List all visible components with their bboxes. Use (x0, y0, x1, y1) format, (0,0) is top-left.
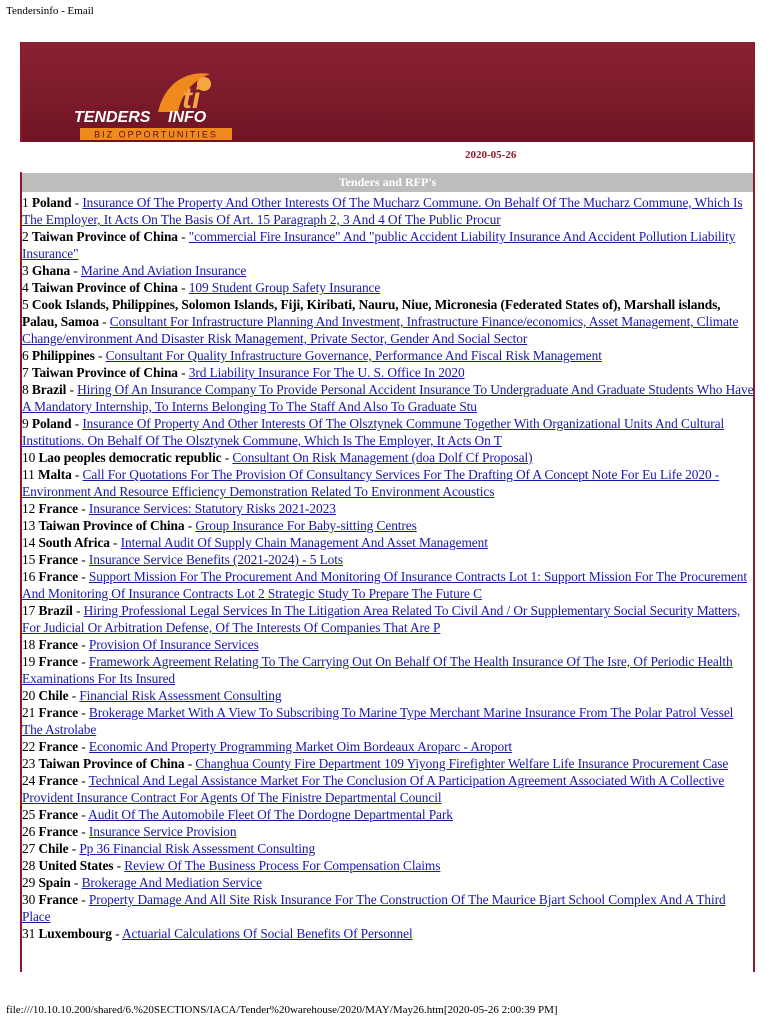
tender-number: 18 (22, 637, 36, 652)
tender-number: 24 (22, 773, 36, 788)
tender-item: 31 Luxembourg - Actuarial Calculations Of Social Benefits Of Personnel (22, 926, 413, 941)
tender-link[interactable]: Property Damage And All Site Risk Insurance For The Construction Of The Maurice Bjart School Complex And A Third Place (22, 892, 726, 924)
tender-link[interactable]: Group Insurance For Baby-sitting Centres (195, 518, 417, 533)
tender-item: 9 Poland - Insurance Of Property And Other Interests Of The Olsztynek Commune Together With Organizational Units And Cultural Institutions. On Behalf Of The Olsztynek Commune, Which Is The Employer, It Acts On T (22, 416, 725, 448)
tender-number: 11 (22, 467, 35, 482)
tender-item: 7 Taiwan Province of China - 3rd Liability Insurance For The U. S. Office In 2020 (22, 365, 465, 380)
tender-number: 19 (22, 654, 36, 669)
tender-country: France (38, 569, 79, 584)
tender-country: South Africa (38, 535, 110, 550)
tender-item: 12 France - Insurance Services: Statutory Risks 2021-2023 (22, 501, 336, 516)
tender-item: 21 France - Brokerage Market With A View To Subscribing To Marine Type Merchant Marine Insurance From The Polar Patrol Vessel The Astrolabe (22, 705, 734, 737)
tender-link[interactable]: Call For Quotations For The Provision Of Consultancy Services For The Drafting Of A Concept Note For Eu Life 2020 - Environment And Resource Efficiency Demonstration Related To Environment Acoustics (22, 467, 720, 499)
tender-number: 8 (22, 382, 29, 397)
tender-item: 27 Chile - Pp 36 Financial Risk Assessment Consulting (22, 841, 316, 856)
tender-number: 12 (22, 501, 36, 516)
tender-country: Taiwan Province of China (38, 756, 185, 771)
tender-link[interactable]: Insurance Services: Statutory Risks 2021-2023 (88, 501, 336, 516)
tender-link[interactable]: Hiring Of An Insurance Company To Provide Personal Accident Insurance To Undergraduate And Graduate Students Who Have A Mandatory Internship, To Interns Belonging To The Staff And Also To Graduate Stu (22, 382, 754, 414)
tender-link[interactable]: Consultant For Quality Infrastructure Governance, Performance And Fiscal Risk Management (105, 348, 602, 363)
tender-link[interactable]: Consultant For Infrastructure Planning And Investment, Infrastructure Finance/economics, Asset Management, Climate Change/environment And Disaster Risk Management, Private Sector, Gender And Social Sector (22, 314, 739, 346)
tender-link[interactable]: Technical And Legal Assistance Market For The Conclusion Of A Participation Agreement Associated With A Collective Provident Insurance Contract For Agents Of The Finistre Departmental Council (22, 773, 725, 805)
tender-country: France (38, 892, 79, 907)
tender-country: France (38, 705, 79, 720)
tender-number: 16 (22, 569, 36, 584)
tender-country: Taiwan Province of China (31, 229, 178, 244)
tender-number: 2 (22, 229, 29, 244)
tender-item: 16 France - Support Mission For The Procurement And Monitoring Of Insurance Contracts Lot 1: Support Mission For The Procurement And Monitoring Of Insurance Contracts Lot 2 Strategic Study To Prepare The Future C (22, 569, 747, 601)
svg-text:BIZ OPPORTUNITIES: BIZ OPPORTUNITIES (94, 129, 218, 140)
tender-link[interactable]: Insurance Service Provision (88, 824, 237, 839)
tender-number: 10 (22, 450, 36, 465)
tender-country: France (38, 501, 79, 516)
tender-country: Spain (38, 875, 71, 890)
tender-country: Philippines (31, 348, 95, 363)
tender-number: 7 (22, 365, 29, 380)
tender-item: 13 Taiwan Province of China - Group Insurance For Baby-sitting Centres (22, 518, 417, 533)
issue-date: 2020-05-26 (465, 149, 517, 161)
tender-item: 18 France - Provision Of Insurance Services (22, 637, 259, 652)
tender-item: 4 Taiwan Province of China - 109 Student Group Safety Insurance (22, 280, 381, 295)
tender-item: 19 France - Framework Agreement Relating To The Carrying Out On Behalf Of The Health Insurance Of The Isre, Of Periodic Health Examinations For Its Insured (22, 654, 733, 686)
tender-item: 30 France - Property Damage And All Site Risk Insurance For The Construction Of The Maurice Bjart School Complex And A Third Place (22, 892, 726, 924)
print-header-title: Tendersinfo - Email (6, 5, 94, 17)
tender-number: 22 (22, 739, 36, 754)
tender-country: France (38, 773, 79, 788)
tender-item: 24 France - Technical And Legal Assistance Market For The Conclusion Of A Participation Agreement Associated With A Collective Provident Insurance Contract For Agents Of The Finistre Departmental Council (22, 773, 725, 805)
tender-country: Chile (38, 688, 69, 703)
date-row (20, 142, 755, 172)
tender-number: 20 (22, 688, 36, 703)
tender-country: United States (38, 858, 114, 873)
tender-item: 11 Malta - Call For Quotations For The Provision Of Consultancy Services For The Drafting Of A Concept Note For Eu Life 2020 - Environment And Resource Efficiency Demonstration Related To Environment Acoustics (22, 467, 720, 499)
section-heading: Tenders and RFP's (22, 173, 753, 192)
tender-link[interactable]: Provision Of Insurance Services (88, 637, 259, 652)
print-footer-path: file:///10.10.10.200/shared/6.%20SECTIONS/IACA/Tender%20warehouse/2020/MAY/May26.htm[2020-05-26 2:00:39 PM] (6, 1004, 558, 1016)
tender-country: Malta (37, 467, 72, 482)
svg-text:INFO: INFO (168, 109, 207, 126)
tender-country: France (38, 807, 79, 822)
tender-item: 22 France - Economic And Property Programming Market Oim Bordeaux Aroparc - Aroport (22, 739, 513, 754)
tender-link[interactable]: Insurance Of The Property And Other Interests Of The Mucharz Commune. On Behalf Of The Mucharz Commune, Which Is The Employer, It Acts On The Basis Of Art. 15 Paragraph 2, 3 And 4 Of The Public Procur (22, 195, 743, 227)
tender-country: Poland (31, 416, 72, 431)
tender-country: Lao peoples democratic republic (38, 450, 222, 465)
tender-link[interactable]: Brokerage Market With A View To Subscribing To Marine Type Merchant Marine Insurance From The Polar Patrol Vessel The Astrolabe (22, 705, 734, 737)
tender-country: France (38, 824, 79, 839)
tender-link[interactable]: Brokerage And Mediation Service (81, 875, 262, 890)
tender-country: France (38, 552, 79, 567)
tender-link[interactable]: Insurance Of Property And Other Interests Of The Olsztynek Commune Together With Organizational Units And Cultural Institutions. On Behalf Of The Olsztynek Commune, Which Is The Employer, It Acts On T (22, 416, 725, 448)
tender-item: 26 France - Insurance Service Provision (22, 824, 237, 839)
svg-text:TENDERS: TENDERS (74, 109, 151, 126)
tender-item: 28 United States - Review Of The Business Process For Compensation Claims (22, 858, 441, 873)
svg-text:ti: ti (182, 82, 201, 115)
tender-country: France (38, 654, 79, 669)
tender-number: 28 (22, 858, 36, 873)
tender-link[interactable]: "commercial Fire Insurance" And "public Accident Liability Insurance And Accident Pollution Liability Insurance" (22, 229, 736, 261)
tender-number: 23 (22, 756, 36, 771)
tender-list (22, 194, 755, 942)
tender-country: Taiwan Province of China (31, 280, 178, 295)
tender-country: Brazil (38, 603, 73, 618)
tender-country: Poland (31, 195, 72, 210)
tender-item: 3 Ghana - Marine And Aviation Insurance (22, 263, 247, 278)
tender-country: France (38, 637, 79, 652)
tender-item: 10 Lao peoples democratic republic - Consultant On Risk Management (doa Dolf Cf Proposal) (22, 450, 533, 465)
tender-link[interactable]: 3rd Liability Insurance For The U. S. Office In 2020 (188, 365, 465, 380)
tender-link[interactable]: Pp 36 Financial Risk Assessment Consulting (79, 841, 316, 856)
tender-number: 25 (22, 807, 36, 822)
tender-link[interactable]: Insurance Service Benefits (2021-2024) - 5 Lots (88, 552, 343, 567)
tender-number: 15 (22, 552, 36, 567)
tender-number: 31 (22, 926, 36, 941)
tender-link[interactable]: 109 Student Group Safety Insurance (188, 280, 381, 295)
tender-link[interactable]: Marine And Aviation Insurance (80, 263, 247, 278)
tender-link[interactable]: Actuarial Calculations Of Social Benefits Of Personnel (121, 926, 413, 941)
tender-number: 17 (22, 603, 36, 618)
tender-link[interactable]: Economic And Property Programming Market Oim Bordeaux Aroparc - Aroport (88, 739, 513, 754)
tender-country: Brazil (31, 382, 67, 397)
tender-item: 17 Brazil - Hiring Professional Legal Services In The Litigation Area Related To Civil And / Or Supplementary Social Security Matters, For Judicial Or Arbitration Defense, Of The Interests Of Companies That Are P (22, 603, 741, 635)
tender-number: 4 (22, 280, 29, 295)
tender-item: 29 Spain - Brokerage And Mediation Service (22, 875, 262, 890)
tender-item: 1 Poland - Insurance Of The Property And Other Interests Of The Mucharz Commune. On Behalf Of The Mucharz Commune, Which Is The Employer, It Acts On The Basis Of Art. 15 Paragraph 2, 3 And 4 Of The Public Procur (22, 195, 743, 227)
tender-item: 8 Brazil - Hiring Of An Insurance Company To Provide Personal Accident Insurance To Undergraduate And Graduate Students Who Have A Mandatory Internship, To Interns Belonging To The Staff And Also To Graduate Stu (22, 382, 754, 414)
tender-link[interactable]: Review Of The Business Process For Compensation Claims (124, 858, 441, 873)
tender-number: 9 (22, 416, 29, 431)
tender-number: 5 (22, 297, 29, 312)
tender-number: 21 (22, 705, 36, 720)
tender-country: Ghana (31, 263, 71, 278)
tender-link[interactable]: Support Mission For The Procurement And Monitoring Of Insurance Contracts Lot 1: Support Mission For The Procurement And Monitoring Of Insurance Contracts Lot 2 Strategic Study To Prepare The Future C (22, 569, 747, 601)
tender-item: 15 France - Insurance Service Benefits (2021-2024) - 5 Lots (22, 552, 343, 567)
tender-country: France (38, 739, 79, 754)
tender-link[interactable]: Changhua County Fire Department 109 Yiyong Firefighter Welfare Life Insurance Procurement Case (195, 756, 729, 771)
tender-link[interactable]: Framework Agreement Relating To The Carrying Out On Behalf Of The Health Insurance Of The Isre, Of Periodic Health Examinations For Its Insured (22, 654, 733, 686)
tender-number: 30 (22, 892, 36, 907)
tender-number: 27 (22, 841, 36, 856)
tender-item: 5 Cook Islands, Philippines, Solomon Islands, Fiji, Kiribati, Nauru, Niue, Micronesia (Federated States of), Marshall islands, Palau, Samoa - Consultant For Infrastructure Planning And Investment, Infrastructure Finance/economics, Asset Management, Climate Change/environment And Disaster Risk Management, Private Sector, Gender And Social Sector (22, 297, 739, 346)
tender-country: Luxembourg (38, 926, 112, 941)
tender-link[interactable]: Internal Audit Of Supply Chain Management And Asset Management (120, 535, 488, 550)
tender-link[interactable]: Hiring Professional Legal Services In The Litigation Area Related To Civil And / Or Supplementary Social Security Matters, For Judicial Or Arbitration Defense, Of The Interests Of Companies That Are P (22, 603, 741, 635)
tender-number: 1 (22, 195, 29, 210)
tender-item: 23 Taiwan Province of China - Changhua County Fire Department 109 Yiyong Firefighter Welfare Life Insurance Procurement Case (22, 756, 729, 771)
tender-number: 14 (22, 535, 36, 550)
tender-item: 6 Philippines - Consultant For Quality Infrastructure Governance, Performance And Fiscal Risk Management (22, 348, 602, 363)
tender-item: 2 Taiwan Province of China - "commercial Fire Insurance" And "public Accident Liability Insurance And Accident Pollution Liability Insurance" (22, 229, 736, 261)
tender-item: 20 Chile - Financial Risk Assessment Consulting (22, 688, 282, 703)
tender-item: 14 South Africa - Internal Audit Of Supply Chain Management And Asset Management (22, 535, 488, 550)
tender-number: 29 (22, 875, 36, 890)
tender-number: 26 (22, 824, 36, 839)
tender-item: 25 France - Audit Of The Automobile Fleet Of The Dordogne Departmental Park (22, 807, 453, 822)
tender-link[interactable]: Financial Risk Assessment Consulting (79, 688, 282, 703)
tender-number: 6 (22, 348, 29, 363)
tender-number: 13 (22, 518, 36, 533)
tender-country: Chile (38, 841, 69, 856)
tender-country: Taiwan Province of China (38, 518, 185, 533)
tender-country: Cook Islands, Philippines, Solomon Islands, Fiji, Kiribati, Nauru, Niue, Micronesia (Federated States of), Marshall islands, Palau, Samoa (22, 297, 721, 329)
tender-number: 3 (22, 263, 29, 278)
tender-country: Taiwan Province of China (31, 365, 178, 380)
tender-link[interactable]: Audit Of The Automobile Fleet Of The Dordogne Departmental Park (88, 807, 453, 822)
tender-link[interactable]: Consultant On Risk Management (doa Dolf Cf Proposal) (232, 450, 533, 465)
